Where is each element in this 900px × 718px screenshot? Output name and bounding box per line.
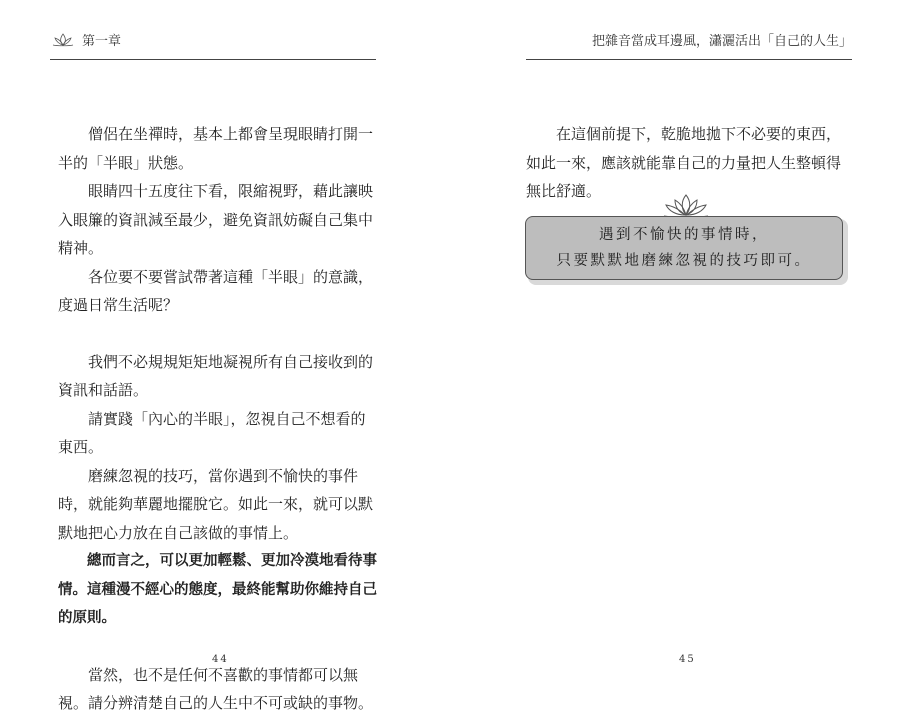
paragraph: 請實踐「內心的半眼」，忽視自己不想看的東西。 — [58, 409, 366, 456]
lotus-icon — [52, 33, 74, 47]
callout-panel — [525, 216, 843, 280]
callout-line-2: 只要默默地磨練忽視的技巧即可。 — [556, 253, 812, 269]
paragraph: 在這個前提下，乾脆地拋下不必要的東西，如此一來，應該就能靠自己的力量把人生整頓得無比舒適。 — [526, 125, 842, 200]
paragraph: 當然，也不是任何不喜歡的事情都可以無視。請分辨清楚自己的人生中不可或缺的事物。 — [58, 665, 374, 712]
callout-box — [525, 216, 847, 284]
right-page — [450, 0, 900, 712]
body-text — [58, 120, 378, 718]
chapter-label: 第一章 — [82, 34, 122, 49]
left-page — [0, 0, 450, 712]
header-rule — [50, 59, 376, 60]
paragraph: 僧侶在坐禪時，基本上都會呈現眼睛打開一半的「半眼」狀態。 — [58, 125, 374, 172]
emphasis-paragraph: 總而言之，可以更加輕鬆、更加冷漠地看待事情。這種漫不經心的態度，最終能幫助你維持自己的原則。 — [58, 553, 377, 626]
callout-line-1: 遇到不愉快的事情時， — [599, 227, 769, 243]
paragraph: 磨練忽視的技巧，當你遇到不愉快的事件時，就能夠華麗地擺脫它。如此一來，就可以默默地把心力放在自己該做的事情上。 — [58, 466, 374, 542]
page-number: 44 — [212, 654, 229, 665]
running-header-right: 把雜音當成耳邊風，瀟灑活出「自己的人生」 — [591, 34, 852, 49]
paragraph: 眼睛四十五度往下看，限縮視野，藉此讓映入眼簾的資訊減至最少，避免資訊妨礙自己集中精神。 — [58, 182, 374, 257]
running-header-left — [52, 30, 121, 49]
header-rule — [526, 59, 852, 60]
page-number: 45 — [679, 654, 696, 665]
paragraph: 各位要不要嘗試帶著這種「半眼」的意識，度過日常生活呢？ — [58, 267, 374, 314]
paragraph: 我們不必規規矩矩地凝視所有自己接收到的資訊和話語。 — [58, 352, 374, 399]
